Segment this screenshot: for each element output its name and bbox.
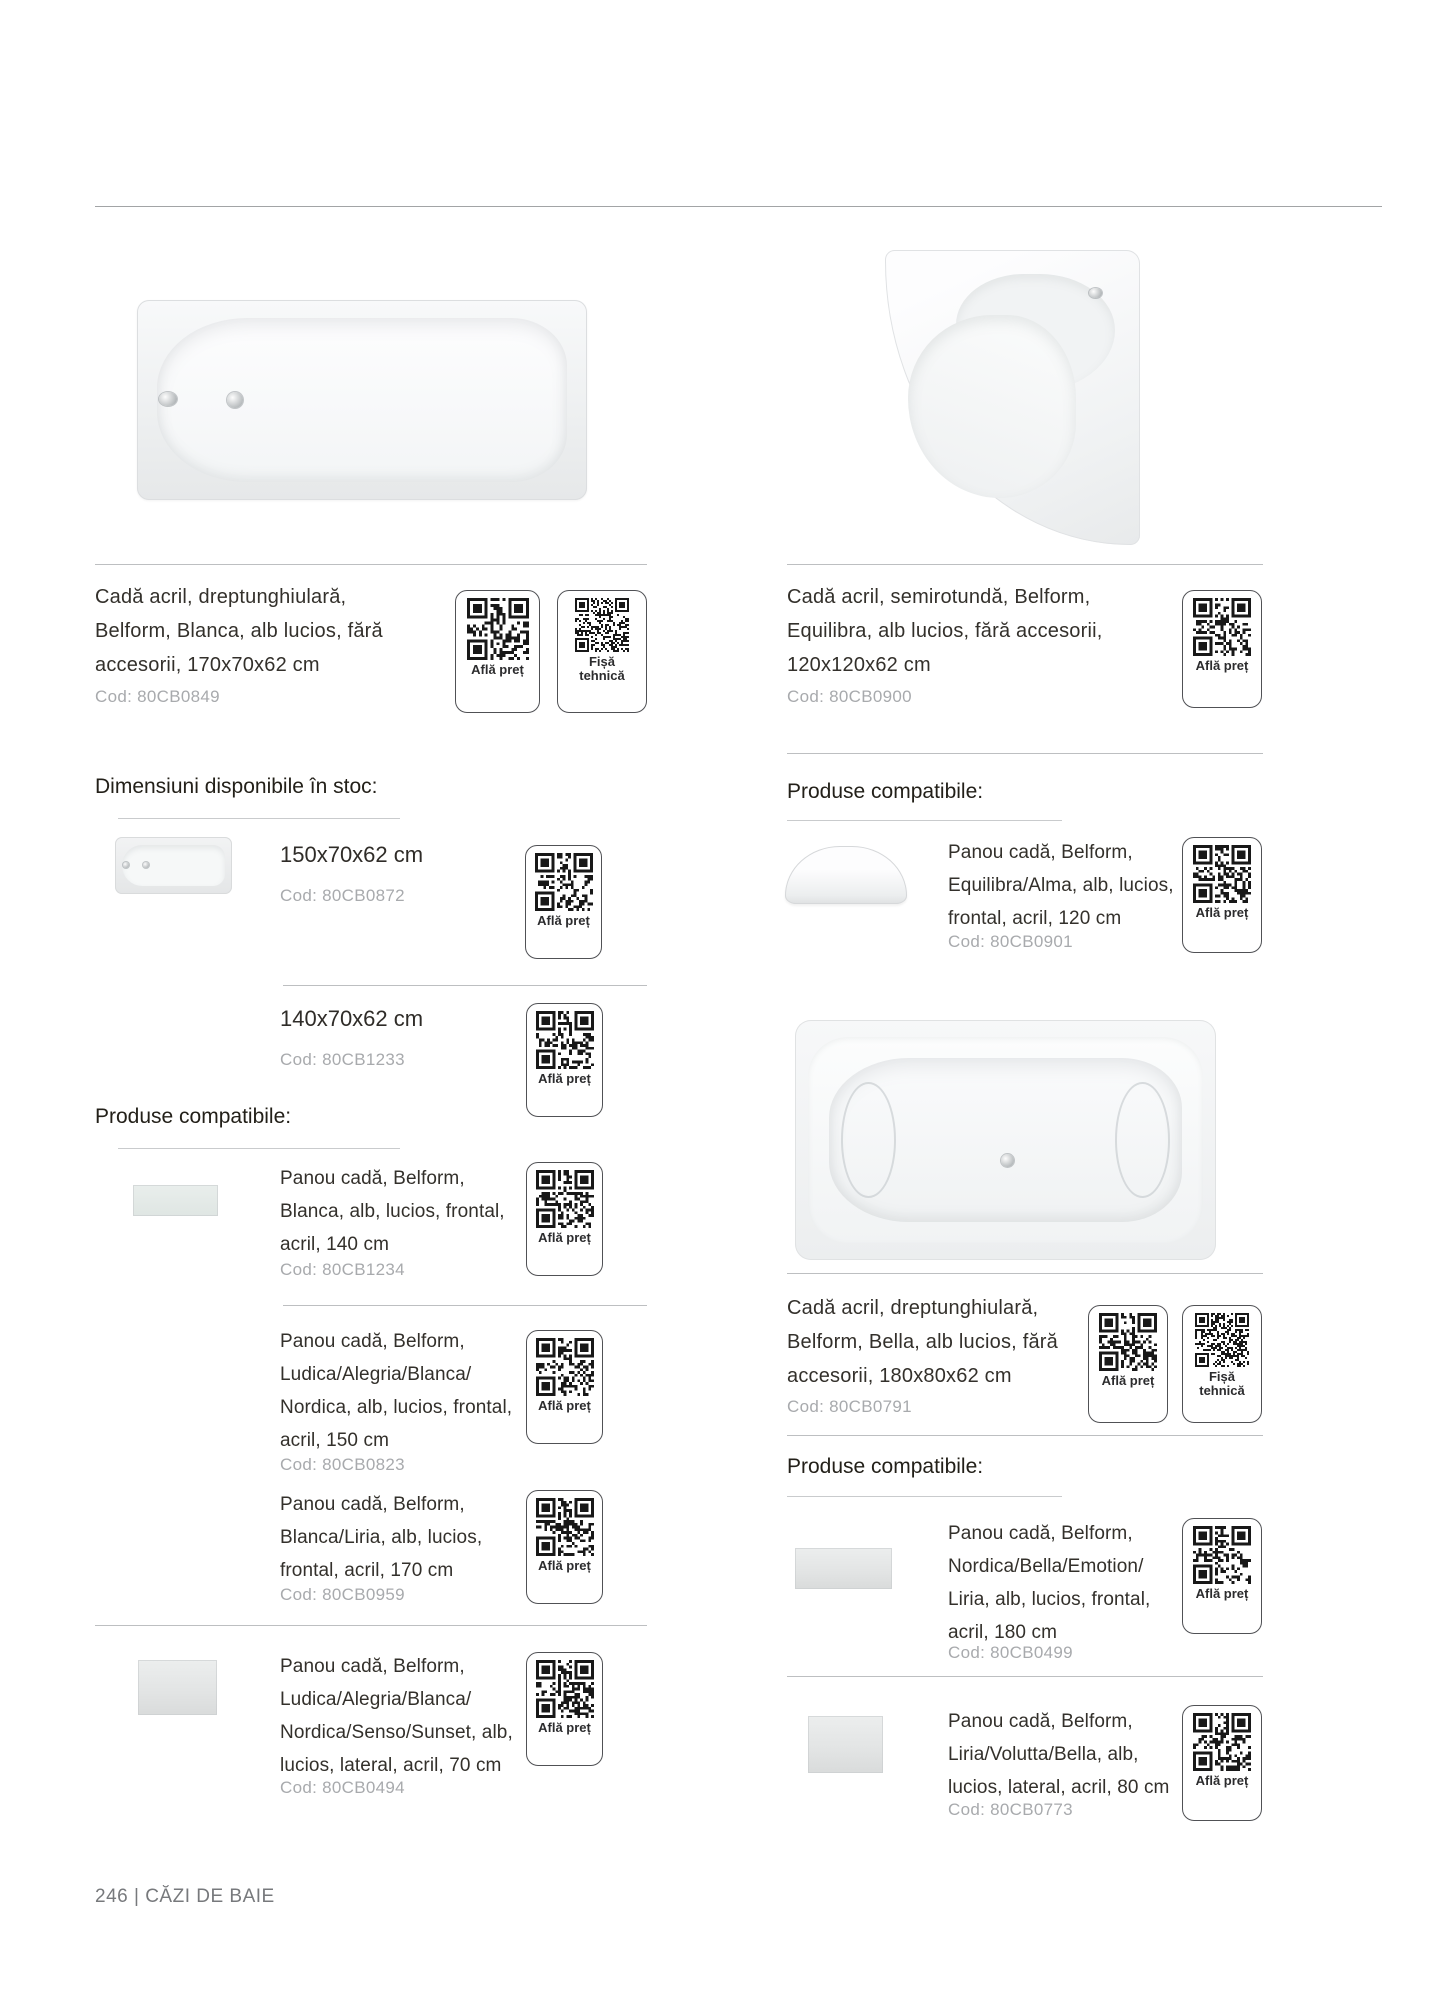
product-title-line: Panou cadă, Belform, (948, 842, 1133, 863)
product-code: Cod: 80CB0494 (280, 1778, 405, 1797)
product-title-line: Belform, Bella, alb lucios, fără (787, 1331, 1058, 1353)
section-divider (95, 564, 647, 565)
product-title-line: acril, 180 cm (948, 1622, 1058, 1643)
drain-dot (123, 862, 129, 868)
product-title-line: accesorii, 170x70x62 cm (95, 654, 320, 676)
overflow-dot (1089, 288, 1102, 298)
section-divider (787, 753, 1263, 754)
qr-label: Află preț (538, 1720, 591, 1735)
qr-code (575, 598, 629, 652)
product-title-line: Panou cadă, Belform, (280, 1168, 465, 1189)
qr-code (536, 1660, 594, 1718)
qr-label: Află preț (1195, 1586, 1249, 1601)
tub-thumbnail-basin (122, 845, 225, 886)
qr-label: Află preț (1195, 658, 1249, 673)
qr-fisa-tehnica-button[interactable] (1182, 1305, 1262, 1423)
qr-code (467, 598, 529, 660)
top-divider (95, 206, 1382, 207)
product-title-line: Liria/Volutta/Bella, alb, (948, 1744, 1139, 1765)
qr-afla-pret-button[interactable] (526, 1652, 603, 1766)
product-title (787, 1291, 1058, 1393)
qr-code (1193, 1713, 1251, 1771)
product-title-line: Equilibra, alb lucios, fără accesorii, (787, 620, 1103, 642)
section-divider (787, 1435, 1263, 1436)
qr-label: Află preț (1195, 905, 1249, 920)
product-title (280, 1162, 505, 1261)
bathtub-basin-shape (908, 315, 1076, 498)
product-title-line: Ludica/Alegria/Blanca/ (280, 1689, 472, 1710)
header-underline (118, 1148, 400, 1149)
qr-label: Află preț (1195, 1773, 1249, 1788)
panel-thumbnail (138, 1660, 217, 1715)
qr-code (1099, 1313, 1157, 1371)
product-code: Cod: 80CB0823 (280, 1455, 405, 1474)
product-title-line: Panou cadă, Belform, (280, 1494, 465, 1515)
product-title-line: Panou cadă, Belform, (948, 1711, 1133, 1732)
product-title-line: acril, 150 cm (280, 1430, 390, 1451)
qr-afla-pret-button[interactable] (455, 590, 540, 713)
product-title-line: lucios, lateral, acril, 70 cm (280, 1755, 502, 1776)
drain-dot (227, 392, 243, 408)
product-title-line: accesorii, 180x80x62 cm (787, 1365, 1012, 1387)
product-title (948, 836, 1174, 935)
qr-afla-pret-button[interactable] (525, 845, 602, 959)
compat-section-header: Produse compatibile: (787, 1455, 984, 1478)
product-code: Cod: 80CB0901 (948, 932, 1073, 951)
row-divider (283, 985, 647, 986)
product-code: Cod: 80CB0791 (787, 1397, 912, 1416)
product-title (787, 580, 1103, 682)
product-title-line: Blanca, alb, lucios, frontal, (280, 1201, 505, 1222)
bathtub-photo-bella (795, 1020, 1216, 1260)
qr-afla-pret-button[interactable] (1182, 1518, 1262, 1634)
qr-label: Fișă tehnică (579, 654, 625, 683)
product-title-line: Panou cadă, Belform, (948, 1523, 1133, 1544)
product-title-line: lucios, lateral, acril, 80 cm (948, 1777, 1170, 1798)
product-title (948, 1517, 1150, 1649)
qr-label: Află preț (538, 1558, 591, 1573)
product-title-line: frontal, acril, 170 cm (280, 1560, 454, 1581)
qr-label: Află preț (1101, 1373, 1155, 1388)
product-title-line: frontal, acril, 120 cm (948, 908, 1122, 929)
product-title-line: Liria, alb, lucios, frontal, (948, 1589, 1151, 1610)
row-divider (283, 1305, 647, 1306)
product-title-line: Blanca/Liria, alb, lucios, (280, 1527, 483, 1548)
qr-afla-pret-button[interactable] (526, 1162, 603, 1276)
qr-afla-pret-button[interactable] (1182, 837, 1262, 953)
product-code: Cod: 80CB0959 (280, 1585, 405, 1604)
bathtub-photo-blanca (137, 300, 587, 500)
section-divider (787, 1273, 1263, 1274)
product-title-line: Belform, Blanca, alb lucios, fără (95, 620, 383, 642)
product-title-line: Equilibra/Alma, alb, lucios, (948, 875, 1174, 896)
qr-code (536, 1011, 594, 1069)
drain-dot (143, 862, 149, 868)
product-title-line: Nordica/Senso/Sunset, alb, (280, 1722, 513, 1743)
section-divider (787, 564, 1263, 565)
qr-code (1193, 598, 1251, 656)
product-title-line: Panou cadă, Belform, (280, 1656, 465, 1677)
qr-label: Află preț (537, 913, 590, 928)
product-code: Cod: 80CB0499 (948, 1643, 1073, 1662)
qr-afla-pret-button[interactable] (1088, 1305, 1168, 1423)
stock-size: 150x70x62 cm (280, 842, 424, 867)
overflow-dot (159, 392, 177, 406)
curved-panel-thumbnail (785, 846, 907, 904)
headrest-contour (1115, 1082, 1170, 1197)
qr-code (1193, 1526, 1251, 1584)
product-title-line: Panou cadă, Belform, (280, 1331, 465, 1352)
qr-label: Fișă tehnică (1199, 1369, 1245, 1398)
product-title-line: Ludica/Alegria/Blanca/ (280, 1364, 472, 1385)
product-title-line: Cadă acril, semirotundă, Belform, (787, 586, 1091, 608)
row-divider (95, 1625, 647, 1626)
qr-afla-pret-button[interactable] (1182, 1705, 1262, 1821)
product-title-line: 120x120x62 cm (787, 654, 931, 676)
product-code: Cod: 80CB0773 (948, 1800, 1073, 1819)
page-footer: 246 | CĂZI DE BAIE (95, 1886, 275, 1907)
qr-code (1193, 845, 1251, 903)
product-code: Cod: 80CB0849 (95, 687, 220, 706)
product-title (280, 1488, 482, 1587)
qr-afla-pret-button[interactable] (526, 1490, 603, 1604)
product-code: Cod: 80CB1233 (280, 1050, 405, 1069)
product-title-line: Cadă acril, dreptunghiulară, (95, 586, 347, 608)
product-title-line: acril, 140 cm (280, 1234, 390, 1255)
product-code: Cod: 80CB0900 (787, 687, 912, 706)
tub-thumbnail (115, 837, 232, 894)
bathtub-photo-equilibra (885, 250, 1140, 545)
qr-afla-pret-button[interactable] (526, 1003, 603, 1117)
product-title (948, 1705, 1169, 1804)
product-title-line: Cadă acril, dreptunghiulară, (787, 1297, 1039, 1319)
bathtub-basin-shape (157, 318, 567, 482)
product-title (280, 1325, 512, 1457)
product-title-line: Nordica/Bella/Emotion/ (948, 1556, 1144, 1577)
stock-size: 140x70x62 cm (280, 1006, 424, 1031)
qr-label: Află preț (538, 1071, 591, 1086)
headrest-contour (841, 1082, 896, 1197)
qr-code (1195, 1313, 1249, 1367)
compat-section-header: Produse compatibile: (95, 1105, 292, 1128)
qr-label: Află preț (471, 662, 524, 677)
product-code: Cod: 80CB0872 (280, 886, 405, 905)
header-underline (118, 818, 400, 819)
qr-code (536, 1170, 594, 1228)
qr-code (535, 853, 593, 911)
compat-section-header: Produse compatibile: (787, 780, 984, 803)
qr-afla-pret-button[interactable] (526, 1330, 603, 1444)
panel-thumbnail (808, 1716, 883, 1773)
header-underline (787, 1496, 1062, 1497)
stock-section-header: Dimensiuni disponibile în stoc: (95, 775, 378, 798)
product-code: Cod: 80CB1234 (280, 1260, 405, 1279)
qr-code (536, 1338, 594, 1396)
row-divider (787, 1676, 1263, 1677)
product-title (95, 580, 383, 682)
qr-label: Află preț (538, 1230, 591, 1245)
qr-code (536, 1498, 594, 1556)
qr-afla-pret-button[interactable] (1182, 590, 1262, 708)
panel-thumbnail (795, 1548, 892, 1589)
header-underline (787, 820, 1062, 821)
qr-fisa-tehnica-button[interactable] (557, 590, 647, 713)
product-title (280, 1650, 513, 1782)
qr-label: Află preț (538, 1398, 591, 1413)
product-title-line: Nordica, alb, lucios, frontal, (280, 1397, 513, 1418)
panel-thumbnail (133, 1185, 218, 1216)
